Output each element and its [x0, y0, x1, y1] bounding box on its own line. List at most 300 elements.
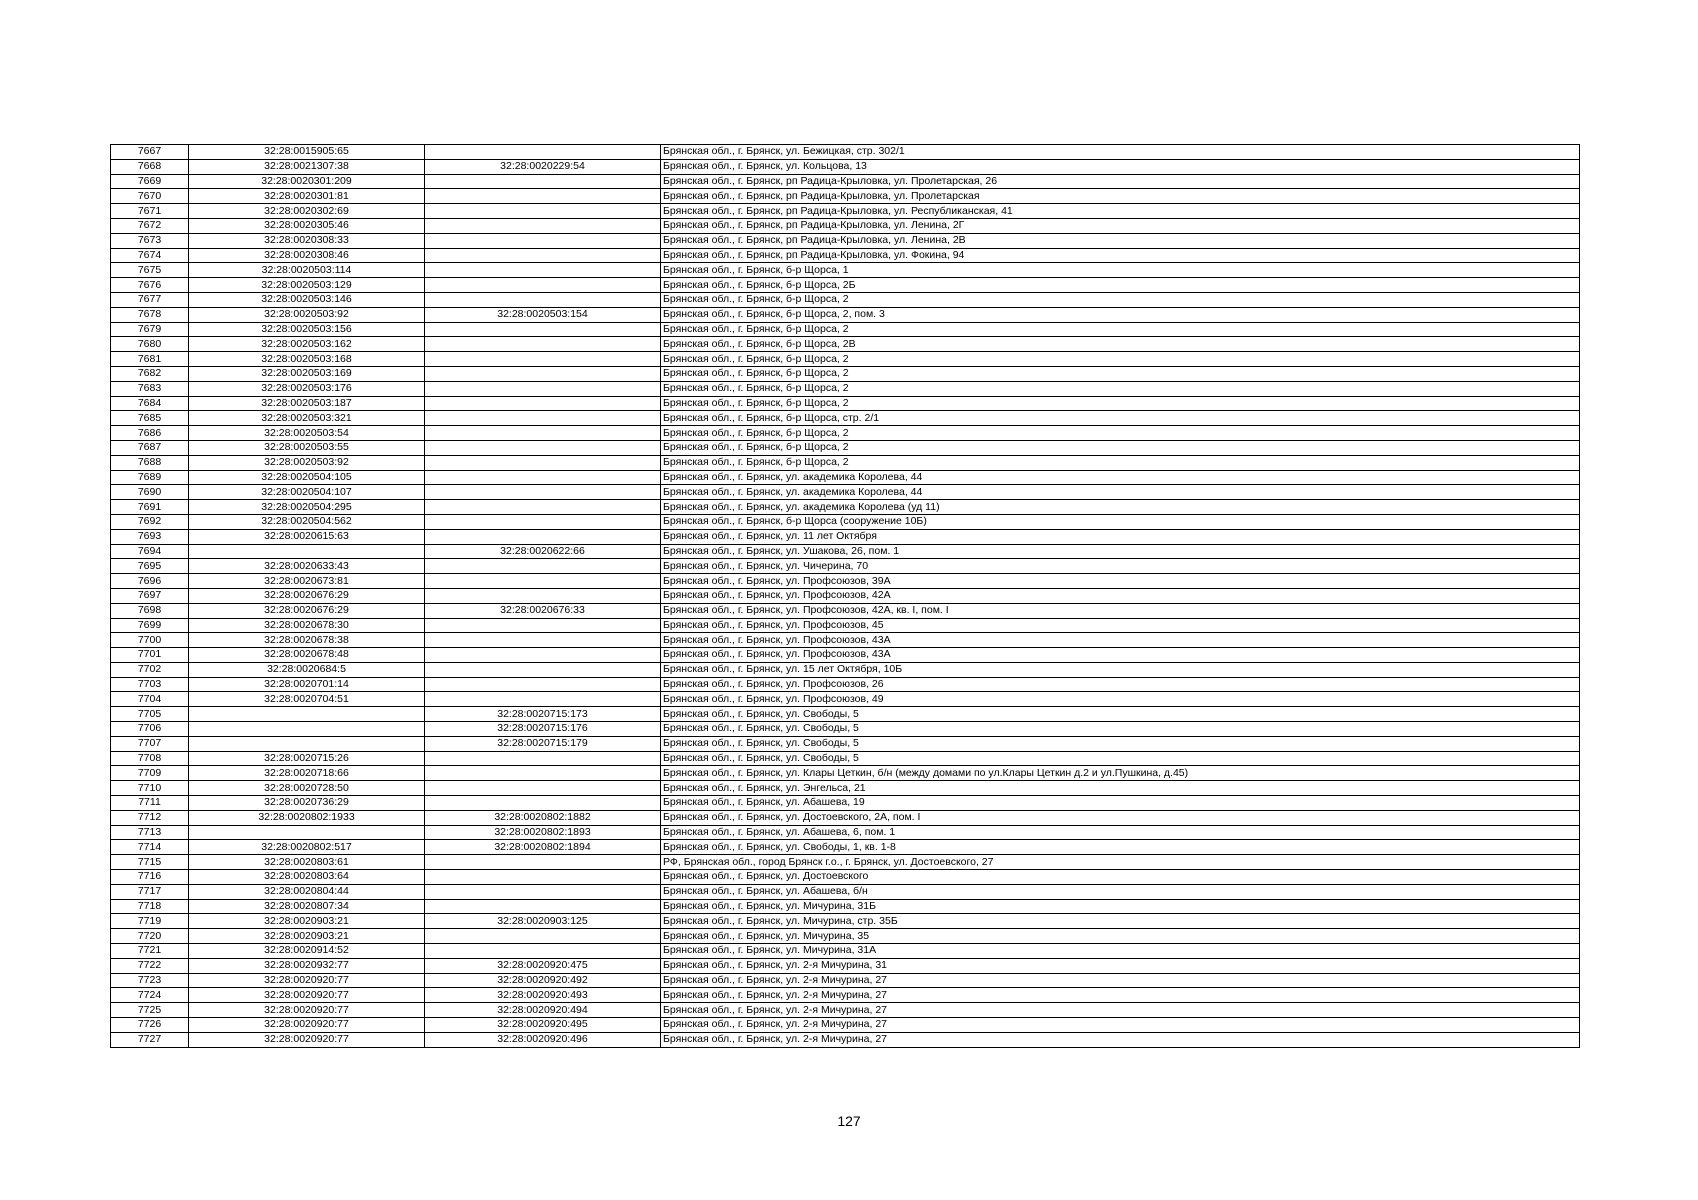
cadastral-number-cell: 32:28:0020633:43	[189, 559, 425, 574]
cadastral-number-2-cell	[425, 529, 661, 544]
table-row	[111, 766, 1580, 781]
table-row	[111, 500, 1580, 515]
row-number-cell: 7677	[111, 292, 189, 307]
cadastral-number-cell: 32:28:0020504:295	[189, 500, 425, 515]
address-cell: Брянская обл., г. Брянск, ул. Свободы, 1, кв. 1-8	[661, 840, 1580, 855]
table-row	[111, 825, 1580, 840]
cadastral-number-cell: 32:28:0020615:63	[189, 529, 425, 544]
address-cell: Брянская обл., г. Брянск, ул. Свободы, 5	[661, 751, 1580, 766]
cadastral-number-2-cell	[425, 870, 661, 885]
address-cell: Брянская обл., г. Брянск, б-р Щорса, 2	[661, 352, 1580, 367]
row-number-cell: 7676	[111, 278, 189, 293]
address-cell: Брянская обл., г. Брянск, б-р Щорса, 2	[661, 396, 1580, 411]
row-number-cell: 7684	[111, 396, 189, 411]
row-number-cell: 7672	[111, 218, 189, 233]
cadastral-number-2-cell	[425, 337, 661, 352]
cadastral-number-2-cell	[425, 145, 661, 160]
row-number-cell: 7669	[111, 174, 189, 189]
table-row	[111, 1003, 1580, 1018]
cadastral-number-2-cell	[425, 189, 661, 204]
table-row	[111, 751, 1580, 766]
row-number-cell: 7722	[111, 958, 189, 973]
row-number-cell: 7671	[111, 204, 189, 219]
cadastral-number-cell: 32:28:0020701:14	[189, 677, 425, 692]
table-row	[111, 366, 1580, 381]
cadastral-number-2-cell	[425, 396, 661, 411]
table-row	[111, 426, 1580, 441]
table-row	[111, 736, 1580, 751]
address-cell: Брянская обл., г. Брянск, ул. Чичерина, 70	[661, 559, 1580, 574]
cadastral-number-cell: 32:28:0020903:21	[189, 914, 425, 929]
row-number-cell: 7699	[111, 618, 189, 633]
cadastral-number-cell: 32:28:0020802:1933	[189, 810, 425, 825]
page-number: 127	[837, 1113, 861, 1129]
cadastral-number-2-cell: 32:28:0020802:1893	[425, 825, 661, 840]
cadastral-number-cell: 32:28:0020676:29	[189, 603, 425, 618]
cadastral-number-2-cell	[425, 648, 661, 663]
cadastral-number-2-cell	[425, 366, 661, 381]
row-number-cell: 7673	[111, 233, 189, 248]
address-cell: Брянская обл., г. Брянск, ул. 2-я Мичурина, 27	[661, 1003, 1580, 1018]
address-cell: Брянская обл., г. Брянск, рп Радица-Крыловка, ул. Пролетарская	[661, 189, 1580, 204]
address-cell: Брянская обл., г. Брянск, б-р Щорса, 2	[661, 292, 1580, 307]
cadastral-number-2-cell	[425, 855, 661, 870]
cadastral-number-cell: 32:28:0020503:146	[189, 292, 425, 307]
cadastral-number-2-cell	[425, 470, 661, 485]
address-cell: Брянская обл., г. Брянск, ул. Свободы, 5	[661, 736, 1580, 751]
cadastral-number-2-cell: 32:28:0020715:176	[425, 722, 661, 737]
row-number-cell: 7691	[111, 500, 189, 515]
cadastral-number-cell: 32:28:0021307:38	[189, 159, 425, 174]
address-cell: Брянская обл., г. Брянск, ул. 2-я Мичурина, 27	[661, 988, 1580, 1003]
cadastral-number-2-cell	[425, 426, 661, 441]
table-row	[111, 722, 1580, 737]
row-number-cell: 7718	[111, 899, 189, 914]
cadastral-number-cell: 32:28:0020803:61	[189, 855, 425, 870]
row-number-cell: 7705	[111, 707, 189, 722]
cadastral-number-cell: 32:28:0020302:69	[189, 204, 425, 219]
cadastral-number-2-cell	[425, 677, 661, 692]
table-row	[111, 929, 1580, 944]
cadastral-number-cell: 32:28:0020802:517	[189, 840, 425, 855]
cadastral-number-cell: 32:28:0020503:129	[189, 278, 425, 293]
address-cell: Брянская обл., г. Брянск, ул. 2-я Мичурина, 27	[661, 1032, 1580, 1047]
cadastral-number-cell: 32:28:0020503:92	[189, 307, 425, 322]
cadastral-number-cell	[189, 544, 425, 559]
cadastral-number-2-cell: 32:28:0020622:66	[425, 544, 661, 559]
cadastral-number-2-cell	[425, 796, 661, 811]
table-row	[111, 677, 1580, 692]
row-number-cell: 7711	[111, 796, 189, 811]
cadastral-number-2-cell: 32:28:0020503:154	[425, 307, 661, 322]
table-body	[111, 145, 1580, 1048]
row-number-cell: 7707	[111, 736, 189, 751]
cadastral-number-cell: 32:28:0020684:5	[189, 662, 425, 677]
address-cell: Брянская обл., г. Брянск, ул. академика Королева, 44	[661, 470, 1580, 485]
address-cell: Брянская обл., г. Брянск, ул. Абашева, б/н	[661, 884, 1580, 899]
address-cell: Брянская обл., г. Брянск, ул. Профсоюзов, 43А	[661, 648, 1580, 663]
address-cell: Брянская обл., г. Брянск, б-р Щорса, 2Б	[661, 278, 1580, 293]
table-row	[111, 662, 1580, 677]
row-number-cell: 7693	[111, 529, 189, 544]
cadastral-number-2-cell: 32:28:0020229:54	[425, 159, 661, 174]
cadastral-number-cell: 32:28:0020308:33	[189, 233, 425, 248]
cadastral-number-2-cell	[425, 559, 661, 574]
table-row	[111, 278, 1580, 293]
address-cell: Брянская обл., г. Брянск, б-р Щорса, 2	[661, 455, 1580, 470]
cadastral-number-2-cell	[425, 899, 661, 914]
address-cell: Брянская обл., г. Брянск, б-р Щорса, 2, пом. 3	[661, 307, 1580, 322]
table-row	[111, 529, 1580, 544]
table-row	[111, 914, 1580, 929]
row-number-cell: 7694	[111, 544, 189, 559]
row-number-cell: 7714	[111, 840, 189, 855]
cadastral-number-2-cell	[425, 322, 661, 337]
table-row	[111, 233, 1580, 248]
row-number-cell: 7727	[111, 1032, 189, 1047]
cadastral-number-cell: 32:28:0020503:187	[189, 396, 425, 411]
cadastral-number-cell: 32:28:0020704:51	[189, 692, 425, 707]
table-row	[111, 855, 1580, 870]
row-number-cell: 7725	[111, 1003, 189, 1018]
table-row	[111, 544, 1580, 559]
address-cell: Брянская обл., г. Брянск, ул. 2-я Мичурина, 31	[661, 958, 1580, 973]
cadastral-number-cell: 32:28:0020676:29	[189, 588, 425, 603]
cadastral-number-2-cell	[425, 662, 661, 677]
cadastral-number-cell	[189, 736, 425, 751]
cadastral-number-2-cell	[425, 751, 661, 766]
address-cell: Брянская обл., г. Брянск, ул. Профсоюзов, 39А	[661, 574, 1580, 589]
address-cell: Брянская обл., г. Брянск, рп Радица-Крыловка, ул. Республиканская, 41	[661, 204, 1580, 219]
cadastral-number-2-cell	[425, 944, 661, 959]
cadastral-number-2-cell	[425, 292, 661, 307]
cadastral-number-cell: 32:28:0020503:321	[189, 411, 425, 426]
data-table	[110, 144, 1580, 1048]
cadastral-number-cell: 32:28:0020504:562	[189, 514, 425, 529]
cadastral-number-2-cell: 32:28:0020802:1882	[425, 810, 661, 825]
table-row	[111, 870, 1580, 885]
table-row	[111, 204, 1580, 219]
address-cell: Брянская обл., г. Брянск, ул. Клары Цеткин, б/н (между домами по ул.Клары Цеткин д.2 и ул.Пушкина, д.45)	[661, 766, 1580, 781]
table-row	[111, 603, 1580, 618]
cadastral-number-2-cell	[425, 440, 661, 455]
row-number-cell: 7682	[111, 366, 189, 381]
cadastral-number-cell: 32:28:0020503:156	[189, 322, 425, 337]
cadastral-number-cell	[189, 707, 425, 722]
address-cell: Брянская обл., г. Брянск, ул. Абашева, 6, пом. 1	[661, 825, 1580, 840]
row-number-cell: 7715	[111, 855, 189, 870]
row-number-cell: 7697	[111, 588, 189, 603]
table-row	[111, 781, 1580, 796]
cadastral-number-cell: 32:28:0020903:21	[189, 929, 425, 944]
cadastral-number-2-cell: 32:28:0020715:179	[425, 736, 661, 751]
cadastral-number-cell: 32:28:0020503:114	[189, 263, 425, 278]
table-row	[111, 470, 1580, 485]
table-row	[111, 307, 1580, 322]
cadastral-number-2-cell: 32:28:0020903:125	[425, 914, 661, 929]
cadastral-number-2-cell	[425, 588, 661, 603]
cadastral-number-cell: 32:28:0020920:77	[189, 1018, 425, 1033]
table-row	[111, 352, 1580, 367]
address-cell: Брянская обл., г. Брянск, б-р Щорса, 1	[661, 263, 1580, 278]
address-cell: Брянская обл., г. Брянск, б-р Щорса, стр. 2/1	[661, 411, 1580, 426]
table-row	[111, 796, 1580, 811]
cadastral-number-2-cell	[425, 263, 661, 278]
cadastral-number-2-cell	[425, 352, 661, 367]
cadastral-number-cell: 32:28:0020736:29	[189, 796, 425, 811]
address-cell: Брянская обл., г. Брянск, б-р Щорса (сооружение 10Б)	[661, 514, 1580, 529]
address-cell: Брянская обл., г. Брянск, ул. Мичурина, 35	[661, 929, 1580, 944]
row-number-cell: 7704	[111, 692, 189, 707]
address-cell: Брянская обл., г. Брянск, ул. Профсоюзов, 26	[661, 677, 1580, 692]
cadastral-number-2-cell: 32:28:0020920:493	[425, 988, 661, 1003]
cadastral-number-2-cell	[425, 884, 661, 899]
address-cell: Брянская обл., г. Брянск, б-р Щорса, 2	[661, 426, 1580, 441]
cadastral-number-2-cell: 32:28:0020715:173	[425, 707, 661, 722]
table-row	[111, 485, 1580, 500]
table-row	[111, 322, 1580, 337]
cadastral-number-cell: 32:28:0020305:46	[189, 218, 425, 233]
address-cell: Брянская обл., г. Брянск, б-р Щорса, 2	[661, 366, 1580, 381]
cadastral-number-cell: 32:28:0020504:107	[189, 485, 425, 500]
table-row	[111, 218, 1580, 233]
table-row	[111, 559, 1580, 574]
row-number-cell: 7702	[111, 662, 189, 677]
cadastral-number-2-cell: 32:28:0020920:495	[425, 1018, 661, 1033]
cadastral-number-cell: 32:28:0020728:50	[189, 781, 425, 796]
row-number-cell: 7708	[111, 751, 189, 766]
address-cell: Брянская обл., г. Брянск, б-р Щорса, 2В	[661, 337, 1580, 352]
address-cell: Брянская обл., г. Брянск, ул. Профсоюзов, 42А, кв. I, пом. I	[661, 603, 1580, 618]
row-number-cell: 7712	[111, 810, 189, 825]
row-number-cell: 7668	[111, 159, 189, 174]
table-row	[111, 944, 1580, 959]
cadastral-number-cell: 32:28:0020804:44	[189, 884, 425, 899]
address-cell: РФ, Брянская обл., город Брянск г.о., г. Брянск, ул. Достоевского, 27	[661, 855, 1580, 870]
cadastral-number-cell: 32:28:0020678:38	[189, 633, 425, 648]
address-cell: Брянская обл., г. Брянск, рп Радица-Крыловка, ул. Фокина, 94	[661, 248, 1580, 263]
table-row	[111, 514, 1580, 529]
row-number-cell: 7687	[111, 440, 189, 455]
cadastral-number-cell: 32:28:0020504:105	[189, 470, 425, 485]
address-cell: Брянская обл., г. Брянск, ул. Мичурина, стр. 35Б	[661, 914, 1580, 929]
table-row	[111, 648, 1580, 663]
table-row	[111, 633, 1580, 648]
row-number-cell: 7698	[111, 603, 189, 618]
cadastral-number-cell: 32:28:0020920:77	[189, 1032, 425, 1047]
table-row	[111, 411, 1580, 426]
row-number-cell: 7680	[111, 337, 189, 352]
table-row	[111, 884, 1580, 899]
cadastral-number-2-cell	[425, 500, 661, 515]
cadastral-number-2-cell	[425, 278, 661, 293]
cadastral-number-2-cell	[425, 514, 661, 529]
address-cell: Брянская обл., г. Брянск, ул. Абашева, 19	[661, 796, 1580, 811]
table-row	[111, 988, 1580, 1003]
cadastral-number-cell: 32:28:0020920:77	[189, 973, 425, 988]
table-row	[111, 574, 1580, 589]
row-number-cell: 7710	[111, 781, 189, 796]
row-number-cell: 7686	[111, 426, 189, 441]
cadastral-number-2-cell	[425, 574, 661, 589]
cadastral-number-cell: 32:28:0020503:54	[189, 426, 425, 441]
address-cell: Брянская обл., г. Брянск, ул. Кольцова, 13	[661, 159, 1580, 174]
table-row	[111, 292, 1580, 307]
cadastral-number-cell: 32:28:0020301:81	[189, 189, 425, 204]
cadastral-number-2-cell: 32:28:0020920:492	[425, 973, 661, 988]
cadastral-number-2-cell	[425, 929, 661, 944]
table-row	[111, 810, 1580, 825]
row-number-cell: 7717	[111, 884, 189, 899]
table-row	[111, 455, 1580, 470]
address-cell: Брянская обл., г. Брянск, ул. Профсоюзов, 45	[661, 618, 1580, 633]
row-number-cell: 7721	[111, 944, 189, 959]
table-row	[111, 145, 1580, 160]
row-number-cell: 7719	[111, 914, 189, 929]
cadastral-number-cell: 32:28:0020715:26	[189, 751, 425, 766]
cadastral-number-cell: 32:28:0020803:64	[189, 870, 425, 885]
address-cell: Брянская обл., г. Брянск, б-р Щорса, 2	[661, 322, 1580, 337]
table-row	[111, 174, 1580, 189]
cadastral-number-cell: 32:28:0020678:30	[189, 618, 425, 633]
row-number-cell: 7685	[111, 411, 189, 426]
table-row	[111, 692, 1580, 707]
address-cell: Брянская обл., г. Брянск, ул. 15 лет Октября, 10Б	[661, 662, 1580, 677]
cadastral-number-2-cell	[425, 766, 661, 781]
cadastral-number-2-cell	[425, 781, 661, 796]
cadastral-number-2-cell	[425, 233, 661, 248]
row-number-cell: 7675	[111, 263, 189, 278]
row-number-cell: 7706	[111, 722, 189, 737]
cadastral-number-cell: 32:28:0020914:52	[189, 944, 425, 959]
cadastral-number-cell: 32:28:0020503:176	[189, 381, 425, 396]
table-row	[111, 337, 1580, 352]
table-row	[111, 958, 1580, 973]
cadastral-number-2-cell: 32:28:0020920:494	[425, 1003, 661, 1018]
row-number-cell: 7701	[111, 648, 189, 663]
address-cell: Брянская обл., г. Брянск, ул. академика Королева, 44	[661, 485, 1580, 500]
address-cell: Брянская обл., г. Брянск, ул. Свободы, 5	[661, 707, 1580, 722]
row-number-cell: 7667	[111, 145, 189, 160]
table-row	[111, 707, 1580, 722]
cadastral-number-cell: 32:28:0020301:209	[189, 174, 425, 189]
row-number-cell: 7726	[111, 1018, 189, 1033]
row-number-cell: 7723	[111, 973, 189, 988]
table-row	[111, 396, 1580, 411]
row-number-cell: 7716	[111, 870, 189, 885]
address-cell: Брянская обл., г. Брянск, ул. Свободы, 5	[661, 722, 1580, 737]
row-number-cell: 7683	[111, 381, 189, 396]
address-cell: Брянская обл., г. Брянск, ул. 11 лет Октября	[661, 529, 1580, 544]
cadastral-number-cell	[189, 825, 425, 840]
address-cell: Брянская обл., г. Брянск, ул. 2-я Мичурина, 27	[661, 1018, 1580, 1033]
table-row	[111, 618, 1580, 633]
table-row	[111, 840, 1580, 855]
address-cell: Брянская обл., г. Брянск, ул. академика Королева (уд 11)	[661, 500, 1580, 515]
table-row	[111, 588, 1580, 603]
row-number-cell: 7692	[111, 514, 189, 529]
table-row	[111, 899, 1580, 914]
cadastral-number-2-cell	[425, 692, 661, 707]
table-row	[111, 973, 1580, 988]
address-cell: Брянская обл., г. Брянск, рп Радица-Крыловка, ул. Ленина, 2Г	[661, 218, 1580, 233]
cadastral-number-cell: 32:28:0020503:168	[189, 352, 425, 367]
cadastral-number-2-cell	[425, 633, 661, 648]
cadastral-number-cell: 32:28:0020932:77	[189, 958, 425, 973]
row-number-cell: 7696	[111, 574, 189, 589]
cadastral-number-cell: 32:28:0020920:77	[189, 1003, 425, 1018]
address-cell: Брянская обл., г. Брянск, ул. Профсоюзов, 49	[661, 692, 1580, 707]
row-number-cell: 7690	[111, 485, 189, 500]
table-row	[111, 1018, 1580, 1033]
cadastral-number-2-cell	[425, 411, 661, 426]
cadastral-number-2-cell	[425, 618, 661, 633]
cadastral-number-2-cell	[425, 204, 661, 219]
cadastral-number-2-cell: 32:28:0020802:1894	[425, 840, 661, 855]
row-number-cell: 7670	[111, 189, 189, 204]
cadastral-number-cell: 32:28:0020673:81	[189, 574, 425, 589]
row-number-cell: 7720	[111, 929, 189, 944]
cadastral-number-2-cell: 32:28:0020920:496	[425, 1032, 661, 1047]
cadastral-number-2-cell	[425, 218, 661, 233]
address-cell: Брянская обл., г. Брянск, б-р Щорса, 2	[661, 440, 1580, 455]
cadastral-number-cell: 32:28:0020920:77	[189, 988, 425, 1003]
row-number-cell: 7703	[111, 677, 189, 692]
address-cell: Брянская обл., г. Брянск, ул. Мичурина, 31Б	[661, 899, 1580, 914]
table-row	[111, 1032, 1580, 1047]
row-number-cell: 7724	[111, 988, 189, 1003]
row-number-cell: 7689	[111, 470, 189, 485]
row-number-cell: 7709	[111, 766, 189, 781]
table-row	[111, 263, 1580, 278]
address-cell: Брянская обл., г. Брянск, ул. 2-я Мичурина, 27	[661, 973, 1580, 988]
cadastral-number-2-cell	[425, 455, 661, 470]
address-cell: Брянская обл., г. Брянск, ул. Достоевского	[661, 870, 1580, 885]
address-cell: Брянская обл., г. Брянск, ул. Энгельса, 21	[661, 781, 1580, 796]
address-cell: Брянская обл., г. Брянск, рп Радица-Крыловка, ул. Ленина, 2В	[661, 233, 1580, 248]
row-number-cell: 7688	[111, 455, 189, 470]
table-row	[111, 189, 1580, 204]
row-number-cell: 7678	[111, 307, 189, 322]
address-cell: Брянская обл., г. Брянск, ул. Профсоюзов, 43А	[661, 633, 1580, 648]
cadastral-number-2-cell: 32:28:0020920:475	[425, 958, 661, 973]
cadastral-number-cell: 32:28:0015905:65	[189, 145, 425, 160]
cadastral-number-cell: 32:28:0020503:162	[189, 337, 425, 352]
address-cell: Брянская обл., г. Брянск, ул. Достоевского, 2А, пом. I	[661, 810, 1580, 825]
cadastral-number-cell: 32:28:0020308:46	[189, 248, 425, 263]
cadastral-number-2-cell	[425, 248, 661, 263]
table-row	[111, 381, 1580, 396]
row-number-cell: 7674	[111, 248, 189, 263]
row-number-cell: 7700	[111, 633, 189, 648]
address-cell: Брянская обл., г. Брянск, б-р Щорса, 2	[661, 381, 1580, 396]
cadastral-number-cell: 32:28:0020503:55	[189, 440, 425, 455]
address-cell: Брянская обл., г. Брянск, ул. Ушакова, 26, пом. 1	[661, 544, 1580, 559]
table-row	[111, 159, 1580, 174]
address-cell: Брянская обл., г. Брянск, ул. Мичурина, 31А	[661, 944, 1580, 959]
row-number-cell: 7681	[111, 352, 189, 367]
row-number-cell: 7679	[111, 322, 189, 337]
cadastral-number-cell: 32:28:0020678:48	[189, 648, 425, 663]
cadastral-number-2-cell: 32:28:0020676:33	[425, 603, 661, 618]
cadastral-number-cell: 32:28:0020503:169	[189, 366, 425, 381]
cadastral-number-2-cell	[425, 174, 661, 189]
cadastral-number-cell: 32:28:0020718:66	[189, 766, 425, 781]
address-cell: Брянская обл., г. Брянск, рп Радица-Крыловка, ул. Пролетарская, 26	[661, 174, 1580, 189]
cadastral-number-2-cell	[425, 485, 661, 500]
address-cell: Брянская обл., г. Брянск, ул. Бежицкая, стр. 302/1	[661, 145, 1580, 160]
row-number-cell: 7695	[111, 559, 189, 574]
